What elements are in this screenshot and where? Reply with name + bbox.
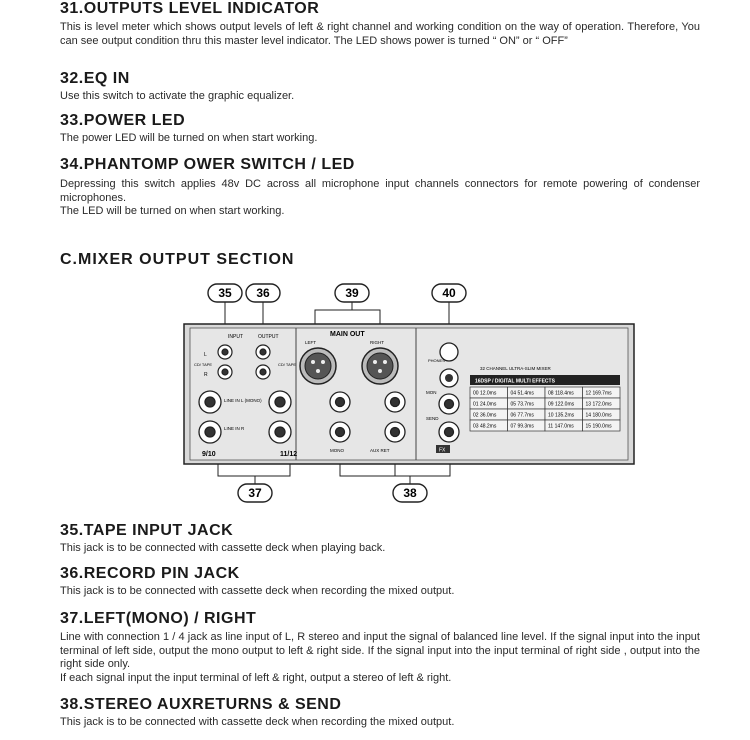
callout-39 [335, 284, 369, 302]
effect-cell: 14 180.0ms [585, 412, 612, 419]
effect-cell: 05 73.7ms [510, 401, 534, 408]
ch-1112-label: 11/12 [280, 451, 298, 458]
aux-ret-label: AUX RET [370, 448, 390, 453]
svg-text:38: 38 [403, 486, 417, 500]
effect-cell: 07 99.3ms [510, 423, 534, 430]
section-31 [60, 0, 700, 48]
effect-cell: 03 48.2ms [473, 423, 497, 430]
section-text: This jack is to be connected with cassette deck when playing back. [60, 542, 386, 554]
section-35 [60, 522, 700, 556]
section-title: 34.PHANTOMP OWER SWITCH / LED [60, 156, 355, 173]
section-32 [60, 70, 700, 104]
mono-label: MONO [330, 448, 344, 453]
effect-cell: 08 118.4ms [548, 390, 574, 397]
section-text: If each signal input the input terminal of left & right, output a stereo of left & right. [60, 671, 452, 684]
svg-text:36: 36 [256, 286, 270, 300]
section-title: 33.POWER LED [60, 112, 186, 129]
input-label: INPUT [228, 334, 243, 340]
section-title: 35.TAPE INPUT JACK [60, 522, 234, 539]
fx-label: FX [439, 447, 446, 454]
section-33 [60, 112, 700, 146]
mixer-name-label: 32 CHANNEL ULTRA-SLIM MIXER [480, 366, 551, 371]
section-text: Use this switch to activate the graphic equalizer. [60, 90, 295, 102]
right-label: RIGHT [370, 340, 384, 345]
effect-cell: 13 172.0ms [585, 401, 612, 408]
effect-cell: 12 169.7ms [585, 390, 612, 397]
section-text: This jack is to be connected with cassette deck when recording the mixed output. [60, 585, 455, 597]
section-38 [60, 696, 700, 730]
section-text: Depressing this switch applies 48v DC across all microphone input channels connectors for remote powering of condenser microphones. [60, 178, 700, 204]
svg-text:37: 37 [248, 486, 262, 500]
r-label: R [204, 372, 208, 378]
svg-text:39: 39 [345, 286, 359, 300]
effects-table [470, 387, 620, 431]
section-text: The power LED will be turned on when start working. [60, 132, 318, 144]
output-label: OUTPUT [258, 334, 279, 340]
callout-37 [238, 484, 272, 502]
callout-40 [432, 284, 466, 302]
phones-label: PHONES [428, 358, 445, 363]
effect-cell: 01 24.0ms [473, 401, 497, 408]
main-out-label: MAIN OUT [330, 331, 365, 338]
section-34 [60, 156, 700, 219]
effect-cell: 06 77.7ms [510, 412, 534, 419]
effect-cell: 00 12.0ms [473, 390, 497, 397]
send-label: SEND [426, 416, 439, 421]
section-text: Line with connection 1 / 4 jack as line input of L, R stereo and input the signal of balanced line level. If the signal input into the input terminal of left side, output the mono output to left & right side. If the signal input into the input terminal of right side , output into the right side only. [60, 631, 700, 670]
effect-cell: 10 135.2ms [548, 412, 575, 419]
section-36 [60, 565, 700, 599]
effect-cell: 02 36.0ms [473, 412, 497, 419]
section-title: 32.EQ IN [60, 70, 130, 87]
mixer-output-diagram [180, 280, 640, 510]
callout-38 [393, 484, 427, 502]
cd-tape-in-label: CD/ TAPE [194, 362, 213, 367]
svg-text:40: 40 [442, 286, 456, 300]
ch-910-label: 9/10 [202, 451, 216, 458]
mon-label: MON [426, 390, 437, 395]
section-text: This jack is to be connected with cassette deck when recording the mixed output. [60, 716, 455, 728]
effect-cell: 04 51.4ms [510, 390, 534, 397]
callout-35 [208, 284, 242, 302]
svg-text:35: 35 [218, 286, 232, 300]
line-in-r-label: LINE IN R [224, 426, 245, 431]
fx-title-label: 16DSP / DIGITAL MULTI EFFECTS [475, 378, 555, 385]
section-37 [60, 610, 700, 685]
line-in-l-label: LINE IN L (MONO) [224, 398, 262, 403]
callout-36 [246, 284, 280, 302]
section-title: 37.LEFT(MONO) / RIGHT [60, 610, 257, 627]
section-title: 31.OUTPUTS LEVEL INDICATOR [60, 0, 320, 17]
section-text: This is level meter which shows output levels of left & right channel and working condition on the way of operation. Therefore, You can see output condition thru this master level indicator. The LED shows power is turned “ ON” or “ OFF” [60, 21, 700, 47]
section-heading: C.MIXER OUTPUT SECTION [60, 251, 295, 268]
l-label: L [204, 352, 207, 358]
section-title: 36.RECORD PIN JACK [60, 565, 240, 582]
cd-tape-out-label: CD/ TAPE [278, 362, 297, 367]
effect-cell: 15 190.0ms [585, 423, 612, 430]
left-label: LEFT [305, 340, 317, 345]
effect-cell: 09 122.0ms [548, 401, 575, 408]
section-text: The LED will be turned on when start working. [60, 205, 285, 217]
section-title: 38.STEREO AUXRETURNS & SEND [60, 696, 342, 713]
mixer-output-heading [60, 251, 700, 269]
effect-cell: 11 147.0ms [548, 423, 574, 430]
